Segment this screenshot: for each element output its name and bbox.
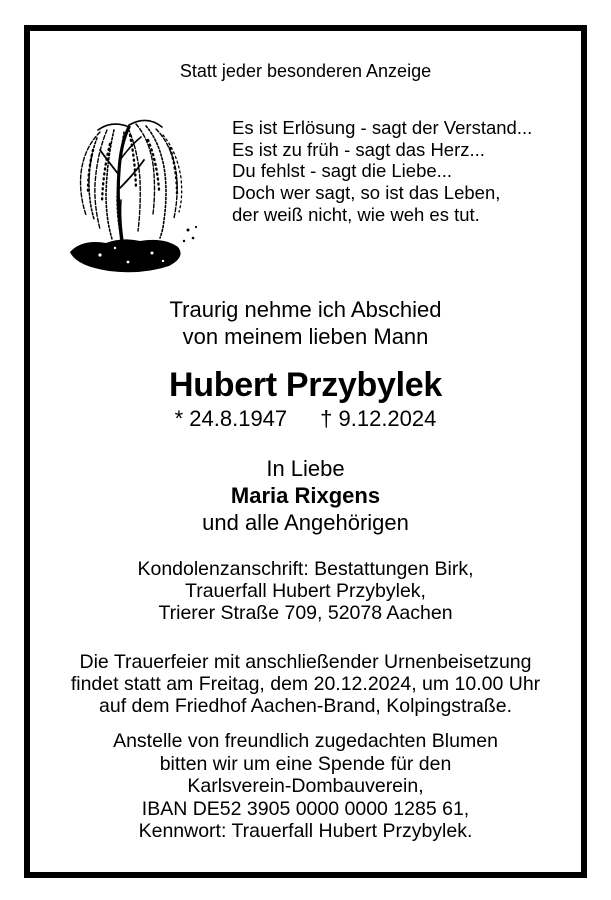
life-dates (24, 406, 587, 431)
service-line: findet statt am Freitag, dem 20.12.2024, um 10.00 Uhr (70, 673, 541, 695)
farewell-intro (24, 296, 587, 350)
mourner-name: Maria Rixgens (230, 483, 381, 508)
condolence-line: Trierer Straße 709, 52078 Aachen (158, 602, 453, 624)
memorial-poem (232, 117, 532, 226)
service-line: auf dem Friedhof Aachen-Brand, Kolpingstraße. (99, 695, 512, 717)
tree-ground (70, 239, 181, 272)
deceased-name: Hubert Przybylek (169, 366, 442, 404)
donation-line: Anstelle von freundlich zugedachten Blumen (113, 730, 498, 752)
donation-request (24, 730, 587, 843)
donation-line: Karlsverein-Dombauverein, (187, 775, 424, 797)
poem-line: Es ist Erlösung - sagt der Verstand... (232, 117, 533, 138)
mourners-block (24, 455, 587, 536)
relatives-line: und alle Angehörigen (202, 510, 409, 535)
death-date: † 9.12.2024 (320, 406, 437, 431)
condolence-line: Trauerfall Hubert Przybylek, (185, 580, 426, 602)
poem-line: der weiß nicht, wie weh es tut. (232, 203, 480, 225)
poem-line: Doch wer sagt, so ist das Leben, (232, 182, 501, 204)
service-line: Die Trauerfeier mit anschließender Urnenbeisetzung (79, 651, 532, 673)
pre-announcement-line: Statt jeder besonderen Anzeige (179, 61, 432, 81)
donation-line: Kennwort: Trauerfall Hubert Przybylek. (138, 820, 473, 842)
poem-line: Du fehlst - sagt die Liebe... (232, 160, 453, 182)
birth-date: * 24.8.1947 (174, 406, 288, 431)
weeping-willow-icon (60, 80, 202, 282)
farewell-intro-line: Traurig nehme ich Abschied (169, 297, 442, 322)
condolence-line: Kondolenzanschrift: Bestattungen Birk, (137, 558, 474, 580)
condolence-address (24, 558, 587, 624)
donation-line: bitten wir um eine Spende für den (159, 752, 452, 775)
farewell-intro-line: von meinem lieben Mann (182, 324, 429, 349)
donation-line: IBAN DE52 3905 0000 0000 1285 61, (141, 797, 470, 820)
in-love-line: In Liebe (266, 456, 345, 481)
funeral-service-info (24, 651, 587, 717)
poem-line: Es ist zu früh - sagt das Herz... (232, 138, 485, 160)
